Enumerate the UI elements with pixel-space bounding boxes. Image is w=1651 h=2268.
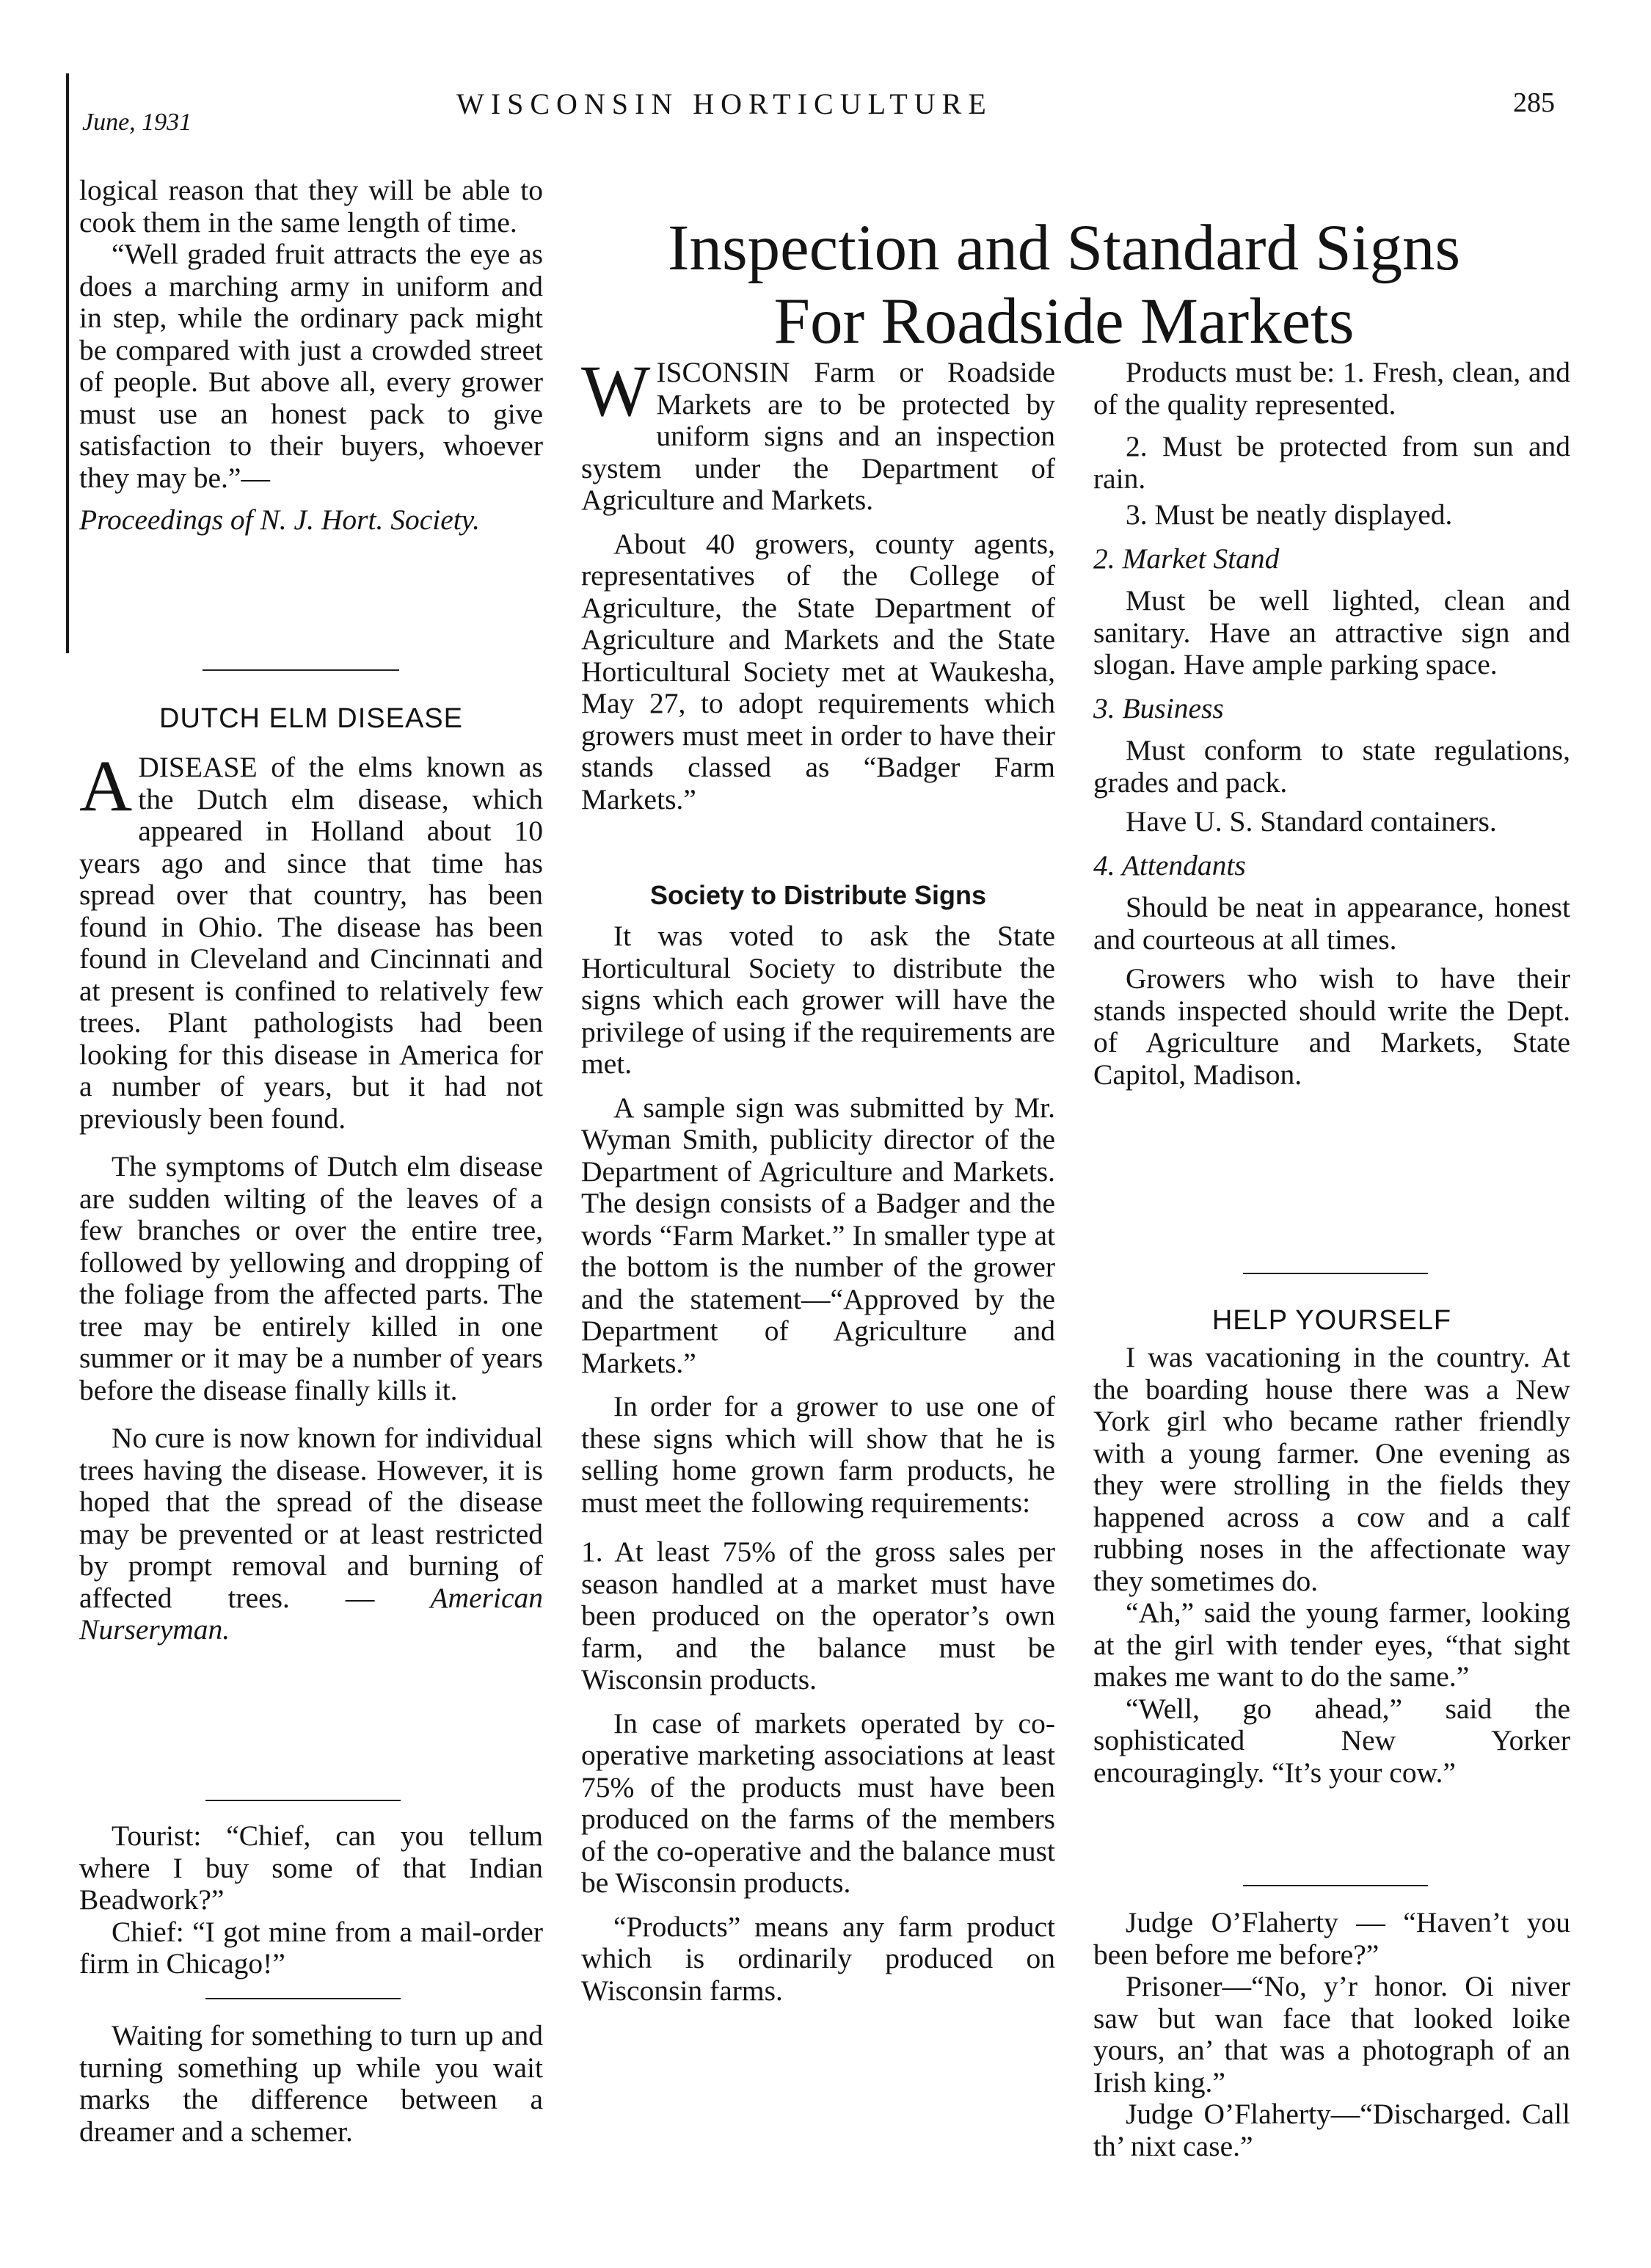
paragraph: Judge O’Flaherty — “Haven’t you been before me before?”: [1093, 1906, 1570, 1971]
paragraph: “Products” means any farm product which is ordinarily produced on Wisconsin farms.: [581, 1910, 1055, 2007]
paragraph: [581, 350, 1055, 517]
paragraph: Should be neat in appearance, honest and courteous at all times.: [1093, 891, 1570, 956]
paragraph: In case of markets operated by co-operative marketing associations at least 75% of the products must have been produced on the farms of the members of the co-operative and the balance must be Wisconsin products.: [581, 1707, 1055, 1899]
help-yourself-article: [1093, 1342, 1570, 1789]
paragraph: Prisoner—“No, y’r honor. Oi niver saw but wan face that looked loike yours, an’ that was a photograph of an Irish king.”: [1093, 1970, 1570, 2098]
paragraph-text: Farm or Roadside Markets are to be protected by uniform signs and an inspection system under the Department of Agriculture and Markets.: [581, 356, 1055, 516]
section-divider: [205, 1998, 401, 1999]
paragraph: I was vacationing in the country. At the boarding house there was a New York girl who became rather friendly with a young farmer. One evening as they were strolling in the fields they happened across a cow and a calf rubbing noses in the affectionate way they sometimes do.: [1093, 1341, 1570, 1597]
waiting-quip: [79, 2020, 543, 2148]
running-head-title: WISCONSIN HORTICULTURE: [456, 87, 993, 120]
paragraph: “Ah,” said the young farmer, looking at the girl with tender eyes, “that sight makes me want to do the same.”: [1093, 1596, 1570, 1693]
section-title-dutch-elm: DUTCH ELM DISEASE: [159, 703, 463, 734]
continued-text: [79, 175, 543, 537]
paragraph-text: of the elms known as the Dutch elm disease, which appeared in Holland about 10 years ago and since that time has spread over that country, has been found in Ohio. The disease has been found in Cleveland and Cincinnati and at present is confined to relatively few trees. Plant pathologists had been looking for this disease in America for a number of years, but it had not previously been found.: [79, 751, 543, 1135]
paragraph: About 40 growers, county agents, representatives of the College of Agriculture, the State Department of Agriculture and Markets and the State Horticultural Society met at Waukesha, May 27, to adopt requirements which growers must meet in order to have their stands classed as “Badger Farm Markets.”: [581, 527, 1055, 815]
source-credit: American Nurseryman.: [79, 1581, 543, 1646]
paragraph: [79, 1422, 543, 1646]
paragraph: [79, 745, 543, 1135]
paragraph: 3. Must be neatly displayed.: [1126, 498, 1453, 531]
section-divider: [1243, 1273, 1428, 1274]
paragraph: Waiting for something to turn up and turning something up while you wait marks the difference between a dreamer and a schemer.: [79, 2019, 543, 2148]
article-headline-line-2: For Roadside Markets: [773, 285, 1355, 357]
section-title-help-yourself: HELP YOURSELF: [1211, 1305, 1452, 1336]
page-edge-rule: [66, 73, 69, 653]
paragraph: logical reason that they will be able to cook them in the same length of time.: [79, 174, 543, 239]
requirement-heading: 3. Business: [1093, 691, 1224, 724]
paragraph: Must be well lighted, clean and sanitary. Have an attractive sign and slogan. Have ample parking space.: [1093, 584, 1570, 680]
dutch-elm-article: [79, 745, 543, 1646]
section-divider: [1243, 1885, 1428, 1886]
source-credit: Proceedings of N. J. Hort. Society.: [79, 504, 480, 536]
paragraph: Must conform to state regulations, grades and pack.: [1093, 734, 1570, 799]
drop-cap: A: [79, 745, 133, 826]
paragraph: “Well, go ahead,” said the sophisticated New Yorker encouragingly. “It’s your cow.”: [1093, 1692, 1570, 1789]
paragraph: Chief: “I got mine from a mail-order firm in Chicago!”: [79, 1915, 543, 1980]
paragraph: 1. At least 75% of the gross sales per season handled at a market must have been produced on the operator’s own farm, and the balance must be Wisconsin products.: [581, 1535, 1055, 1695]
paragraph: A sample sign was submitted by Mr. Wyman Smith, publicity director of the Department of Agriculture and Markets. The design consists of a Badger and the words “Farm Market.” In smaller type at the bottom is the number of the grower and the statement—“Approved by the Department of Agriculture and Markets.”: [581, 1091, 1055, 1379]
requirement-heading: 4. Attendants: [1093, 848, 1246, 882]
drop-cap: W: [581, 350, 651, 432]
paragraph: Growers who wish to have their stands inspected should write the Dept. of Agriculture and Markets, State Capitol, Madison.: [1093, 962, 1570, 1091]
paragraph: Tourist: “Chief, can you tellum where I buy some of that Indian Beadwork?”: [79, 1820, 543, 1916]
paragraph: Judge O’Flaherty—“Discharged. Call th’ nixt case.”: [1093, 2098, 1570, 2162]
paragraph: 2. Must be protected from sun and rain.: [1093, 430, 1570, 495]
requirement-heading: 2. Market Stand: [1093, 542, 1280, 575]
judge-joke: [1093, 1907, 1570, 2162]
lead-word: ISCONSIN: [656, 356, 790, 388]
section-divider: [203, 669, 399, 671]
requirements-continued: [1093, 357, 1570, 1091]
paragraph-text: No cure is now known for individual trees having the disease. However, it is hoped that the spread of the disease may be prevented or at least restricted by prompt removal and burning of affected trees. —: [79, 1422, 543, 1614]
lead-word: DISEASE: [138, 751, 258, 783]
paragraph: “Well graded fruit attracts the eye as does a marching army in uniform and in step, while the ordinary pack might be compared with just a crowded street of people. But above all, every grower must use an honest pack to give satisfaction to their buyers, whoever they may be.”—: [79, 238, 543, 494]
section-divider: [205, 1800, 401, 1801]
article-body-part-1: [581, 350, 1055, 815]
tourist-joke: [79, 1820, 543, 1980]
page-number: 285: [1513, 87, 1555, 118]
paragraph: Products must be: 1. Fresh, clean, and of the quality represented.: [1093, 356, 1570, 421]
running-head-date: June, 1931: [82, 109, 192, 136]
paragraph: In order for a grower to use one of these signs which will show that he is selling home grown farm products, he must meet the following requirements:: [581, 1390, 1055, 1519]
article-body-part-2: [581, 920, 1055, 2007]
article-headline-line-1: Inspection and Standard Signs: [667, 211, 1461, 284]
paragraph: It was voted to ask the State Horticultural Society to distribute the signs which each grower will have the privilege of using if the requirements are met.: [581, 920, 1055, 1080]
paragraph: The symptoms of Dutch elm disease are sudden wilting of the leaves of a few branches or over the entire tree, followed by yellowing and dropping of the foliage from the affected parts. The tree may be entirely killed in one summer or it may be a number of years before the disease finally kills it.: [79, 1150, 543, 1406]
paragraph: Have U. S. Standard containers.: [1126, 805, 1497, 837]
subhead-society-signs: Society to Distribute Signs: [649, 880, 987, 910]
